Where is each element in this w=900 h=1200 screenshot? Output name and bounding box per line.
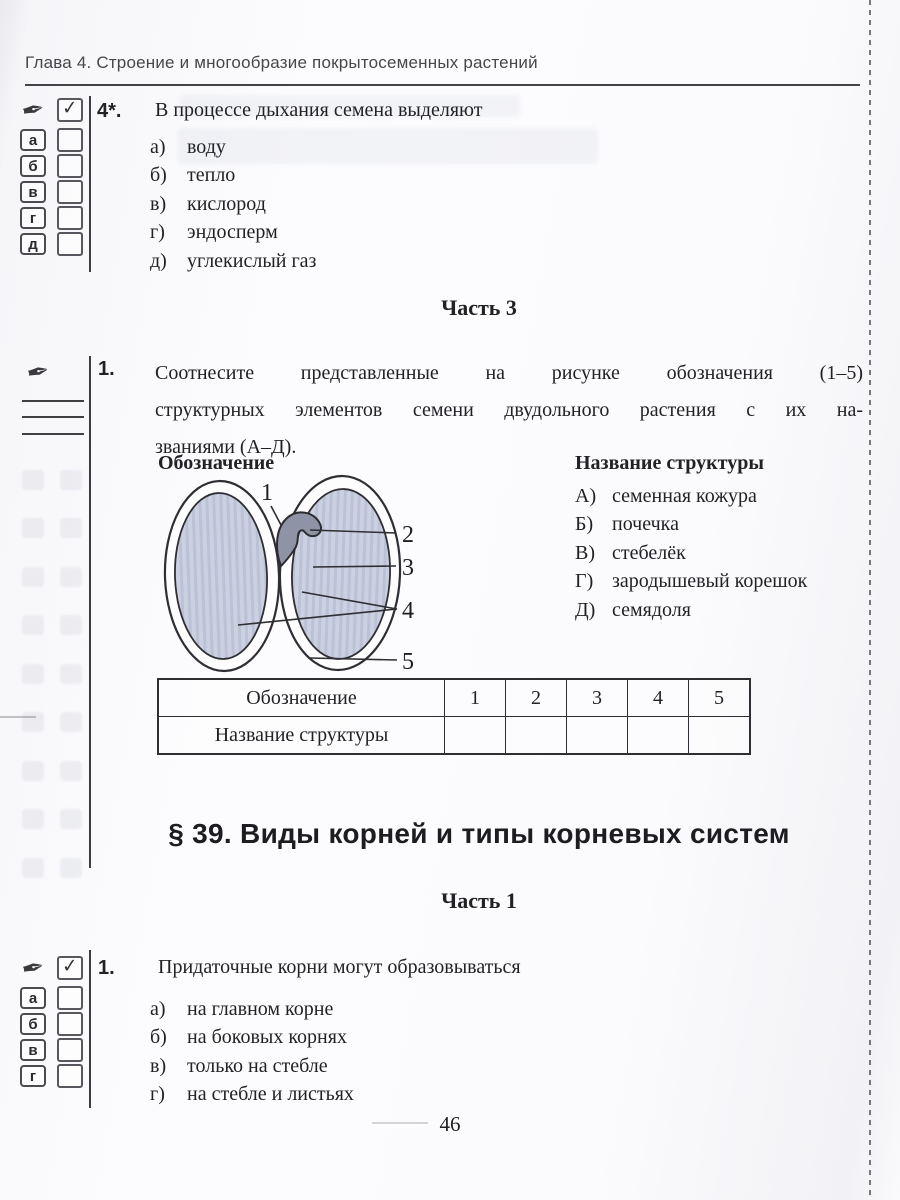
option-text: семенная кожура [612, 485, 757, 507]
option-row [150, 190, 316, 218]
question4-scored-checkbox[interactable] [57, 95, 83, 122]
table-row [158, 717, 750, 755]
table-col-1: 1 [445, 679, 506, 717]
table-row [158, 679, 750, 717]
option-letter: д) [150, 249, 167, 272]
s39-q1-scored-checkbox[interactable] [57, 953, 83, 980]
option-row [150, 1023, 354, 1051]
part3-q1-margin-pen [23, 355, 53, 389]
option-text: семядоля [612, 598, 691, 621]
option-text: стебелёк [612, 541, 686, 564]
trim-dashed-line [869, 0, 871, 1200]
option-text: кислород [187, 192, 266, 215]
margin-letter-g: г [20, 207, 46, 229]
table-header-designation: Обозначение [158, 679, 445, 717]
part3-q1-number: 1. [98, 358, 115, 380]
option-letter: Г) [575, 570, 594, 593]
section39-title: § 39. Виды корней и типы корневых систем [168, 818, 790, 849]
question4-checkbox-b[interactable] [57, 154, 83, 178]
option-letter: Б) [575, 513, 594, 536]
option-text: только на стебле [187, 1054, 328, 1077]
question4-options [150, 133, 316, 275]
option-row [575, 539, 807, 567]
margin-letter-b: б [20, 1013, 46, 1035]
option-letter: Д) [575, 598, 596, 621]
part3-title: Часть 3 [441, 295, 517, 320]
scan-artifact [0, 716, 36, 718]
answer-table [157, 678, 751, 755]
option-row [150, 995, 354, 1023]
paragraph-line: структурных элементов семени двудольного растения с их на- [155, 399, 863, 421]
table-col-5: 5 [689, 679, 751, 717]
s39-q1-options [150, 995, 354, 1109]
option-row [150, 247, 316, 275]
seed-diagram [150, 468, 435, 680]
option-row [575, 567, 807, 595]
chapter-header: Глава 4. Строение и многообразие покрытосеменных растений [25, 53, 538, 72]
table-col-2: 2 [506, 679, 567, 717]
option-text: тепло [187, 164, 236, 187]
s39-q1-text: Придаточные корни могут образовываться [158, 956, 521, 978]
question4-checkbox-g[interactable] [57, 206, 83, 230]
page-number: 46 [439, 1112, 461, 1136]
option-row [575, 482, 807, 510]
structure-name-heading: Название структуры [575, 452, 764, 474]
bleedthrough-ghost-column [22, 470, 86, 880]
checkmark-icon: ✓ [61, 953, 79, 978]
s39-q1-checkbox-a[interactable] [57, 986, 83, 1010]
figure-label-1: 1 [261, 480, 273, 506]
margin-letter-a: а [20, 987, 46, 1009]
option-letter: В) [575, 541, 595, 564]
table-col-3: 3 [567, 679, 628, 717]
option-row [150, 161, 316, 189]
designation-heading: Обозначение [158, 452, 275, 474]
paragraph-line: Соотнесите представленные на рисунке обозначения (1–5) [155, 362, 863, 384]
s39-q1-checkbox-b[interactable] [57, 1012, 83, 1036]
answer-line[interactable] [22, 433, 84, 435]
pen-icon: ✒ [18, 951, 48, 985]
figure-label-3: 3 [402, 555, 414, 581]
option-row [575, 510, 807, 538]
option-text: зародышевый корешок [612, 570, 808, 593]
part1-title: Часть 1 [441, 888, 517, 913]
margin-divider [89, 356, 91, 868]
figure-label-4: 4 [402, 598, 414, 624]
leader-line-3 [313, 566, 396, 567]
header-rule [25, 84, 860, 86]
option-letter: г) [150, 1083, 165, 1106]
checkmark-icon: ✓ [61, 95, 79, 120]
s39-q1-checkbox-g[interactable] [57, 1064, 83, 1088]
figure-label-2: 2 [402, 522, 414, 548]
question4-checkbox-v[interactable] [57, 180, 83, 204]
question4-number: 4*. [97, 100, 122, 122]
option-letter: а) [150, 136, 166, 158]
option-text: воду [187, 136, 226, 158]
figure-label-5: 5 [402, 649, 414, 675]
option-row [150, 1080, 354, 1108]
answer-line[interactable] [22, 400, 84, 402]
margin-divider [89, 950, 91, 1108]
option-text: на главном корне [187, 998, 334, 1020]
answer-cell-4[interactable] [628, 717, 689, 755]
question4-text: В процессе дыхания семена выделяют [155, 99, 483, 121]
s39-q1-margin [18, 951, 83, 1090]
option-text: почечка [612, 513, 679, 536]
option-row [150, 1052, 354, 1080]
margin-letter-v: в [20, 1039, 46, 1061]
option-letter: б) [150, 1026, 167, 1049]
option-text: на боковых корнях [187, 1026, 347, 1049]
leader-line-1 [271, 506, 281, 525]
margin-divider [89, 96, 91, 272]
option-text: на стебле и листьях [187, 1083, 354, 1106]
option-letter: в) [150, 192, 167, 215]
option-letter: в) [150, 1054, 167, 1077]
margin-letter-d: д [20, 233, 46, 255]
answer-cell-5[interactable] [689, 717, 751, 755]
option-text: эндосперм [187, 221, 278, 244]
part3-q1-text [155, 355, 863, 466]
question4-checkbox-a[interactable] [57, 128, 83, 152]
answer-cell-1[interactable] [445, 717, 506, 755]
table-col-4: 4 [628, 679, 689, 717]
option-row [150, 218, 316, 246]
margin-letter-a: а [20, 129, 46, 151]
pen-icon: ✒ [18, 93, 48, 127]
paragraph-line: званиями (А–Д). [155, 436, 297, 458]
answer-cell-3[interactable] [567, 717, 628, 755]
answer-line[interactable] [22, 416, 84, 418]
option-letter: г) [150, 221, 165, 244]
s39-q1-number: 1. [98, 957, 115, 979]
option-text: углекислый газ [187, 249, 317, 272]
question4-checkbox-d[interactable] [57, 232, 83, 256]
option-letter: А) [575, 485, 597, 507]
option-letter: б) [150, 164, 167, 187]
option-row [575, 596, 807, 624]
answer-cell-2[interactable] [506, 717, 567, 755]
margin-letter-v: в [20, 181, 46, 203]
table-header-structure-name: Название структуры [158, 717, 445, 755]
option-row [150, 133, 316, 161]
s39-q1-checkbox-v[interactable] [57, 1038, 83, 1062]
margin-letter-b: б [20, 155, 46, 177]
pen-icon: ✒ [23, 355, 53, 389]
question4-margin [18, 93, 83, 258]
structure-name-options [575, 482, 807, 624]
option-letter: а) [150, 998, 166, 1020]
margin-letter-g: г [20, 1065, 46, 1087]
